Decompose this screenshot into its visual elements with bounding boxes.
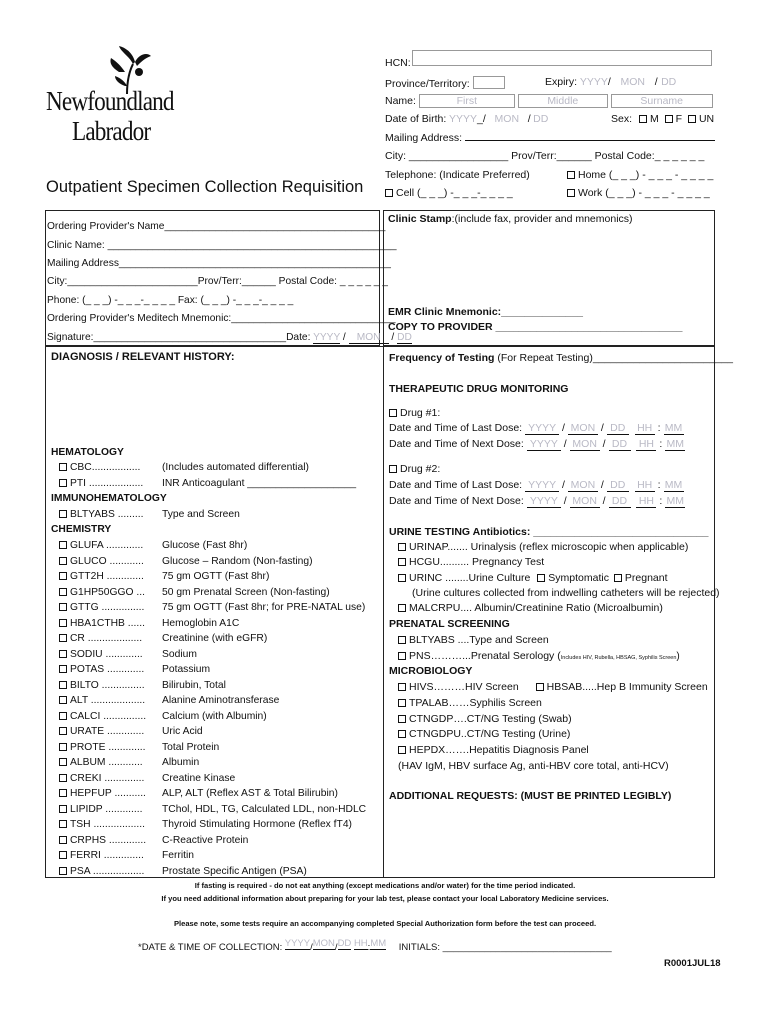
urine-testing-heading[interactable]: URINE TESTING Antibiotics: ______________________________ [389, 526, 709, 538]
hepdx-checkbox[interactable] [398, 746, 406, 754]
dose-mon[interactable]: MON [570, 438, 600, 451]
malcrpu-row[interactable] [398, 602, 663, 614]
next-dose-label: Date and Time of Next Dose: [389, 495, 524, 507]
test-checkbox[interactable] [59, 743, 67, 751]
last-dose-label: Date and Time of Last Dose: [389, 479, 523, 491]
pregnant-checkbox[interactable] [614, 574, 622, 582]
pregnant-label: Pregnant [624, 572, 668, 584]
dose-mm[interactable]: MM [664, 422, 683, 434]
form-title: Outpatient Specimen Collection Requisition [46, 178, 364, 196]
test-desc: Ferritin [162, 850, 195, 861]
microbiology-heading: MICROBIOLOGY [389, 665, 473, 677]
test-checkbox[interactable] [59, 696, 67, 704]
test-row[interactable] [59, 866, 307, 877]
ctngdp-row[interactable] [398, 713, 572, 725]
test-checkbox[interactable] [59, 836, 67, 844]
sex-un-label: UN [698, 113, 715, 125]
hcn-field[interactable] [412, 50, 712, 66]
test-row[interactable] [59, 819, 352, 830]
ctngdpu-label: CTNGDPU..CT/NG Testing (Urine) [409, 728, 571, 740]
test-desc: Creatine Kinase [162, 772, 236, 784]
info-note: If you need additional information about preparing for your lab test, please contact your local Laboratory Medicine services. [161, 894, 609, 903]
test-code: CALCI ............... [70, 710, 147, 722]
test-row-bltyabs[interactable] [59, 509, 240, 520]
test-code: URATE ............. [70, 726, 145, 737]
test-code: PROTE ............. [70, 741, 146, 753]
malcrpu-label: MALCRPU.... Albumin/Creatinine Ratio (Microalbumin) [409, 602, 663, 614]
drug1-checkbox[interactable] [389, 409, 397, 417]
ctngdpu-checkbox[interactable] [398, 730, 406, 738]
sex-m-label: M [649, 113, 659, 125]
test-row[interactable] [59, 788, 338, 799]
signature-date-yyyy[interactable]: YYYY [313, 332, 341, 343]
city-row[interactable]: City: _________________ Prov/Terr:______ Postal Code:_ _ _ _ _ _ [385, 150, 705, 162]
mailing-label: Mailing Address: [385, 132, 463, 144]
mailing-address-row [385, 132, 715, 144]
hcgu-checkbox[interactable] [398, 558, 406, 566]
test-code: GLUCO ............ [70, 555, 144, 567]
test-code: CREKI .............. [70, 772, 145, 784]
collection-hh[interactable]: HH [353, 938, 368, 949]
test-row[interactable] [59, 540, 247, 551]
test-row[interactable] [59, 556, 313, 567]
provider-mailing-line[interactable]: Mailing Address________________________________________________ [47, 258, 391, 269]
expiry-dd[interactable]: DD [661, 76, 677, 88]
hbsab-checkbox[interactable] [536, 683, 544, 691]
test-checkbox[interactable] [59, 867, 67, 875]
test-code: PSA .................. [70, 865, 145, 877]
provider-city-line[interactable]: City:_______________________Prov/Terr:______ Postal Code: _ _ _ _ _ _ [47, 276, 388, 287]
test-row[interactable] [59, 618, 239, 629]
collection-dd[interactable]: DD [337, 938, 352, 949]
test-row[interactable] [59, 726, 203, 737]
hcgu-label: HCGU.......... Pregnancy Test [409, 556, 545, 568]
test-row[interactable] [59, 850, 194, 861]
expiry-yyyy[interactable]: YYYY [579, 76, 608, 88]
surname-field[interactable]: Surname [611, 94, 713, 108]
fasting-note: If fasting is required - do not eat anything (except medications and/or water) for the time period indicated. [194, 881, 576, 890]
test-code: GTT2H ............. [70, 571, 144, 582]
clinic-stamp-heading [388, 213, 633, 225]
cell-phone-checkbox[interactable] [385, 189, 393, 197]
collection-label: *DATE & TIME OF COLLECTION: [138, 942, 283, 953]
copy-to-provider-line[interactable]: COPY TO PROVIDER ________________________________ [388, 321, 683, 333]
collection-yyyy[interactable]: YYYY [284, 938, 311, 949]
test-code: TSH .................. [70, 819, 145, 830]
test-row[interactable] [59, 695, 279, 706]
test-checkbox[interactable] [59, 650, 67, 658]
signature-line[interactable]: Signature:__________________________________Date: [47, 332, 311, 343]
work-phone-row[interactable] [567, 187, 710, 199]
test-desc: 75 gm OGTT (Fast 8hr; for PRE-NATAL use) [162, 602, 366, 613]
dose-mon[interactable]: MON [570, 495, 600, 508]
test-checkbox[interactable] [59, 727, 67, 735]
home-phone-label: Home (_ _ _) - _ _ _ - _ _ _ _ [578, 169, 714, 181]
test-row-pti[interactable] [59, 478, 356, 489]
test-row-cbc[interactable] [59, 462, 309, 473]
sex-row [611, 113, 714, 125]
dose-yyyy[interactable]: YYYY [525, 479, 559, 492]
dob-label: Date of Birth: [385, 113, 447, 125]
test-desc: Prostate Specific Antigen (PSA) [162, 865, 307, 877]
test-desc: Uric Acid [162, 726, 203, 737]
name-label: Name: [385, 95, 416, 107]
dose-hh[interactable]: HH [635, 422, 655, 435]
test-row[interactable] [59, 649, 197, 660]
dose-hh[interactable]: HH [635, 479, 655, 492]
sex-f-label: F [675, 113, 683, 125]
next-dose-label: Date and Time of Next Dose: [389, 438, 524, 450]
ctngdpu-row[interactable] [398, 728, 570, 740]
test-desc: Sodium [162, 648, 197, 660]
dose-yyyy[interactable]: YYYY [525, 422, 559, 435]
urinc-checkbox[interactable] [398, 574, 406, 582]
clinic-stamp-label: Clinic Stamp [388, 213, 452, 225]
clinic-stamp-note: :(include fax, provider and mnemonics) [451, 213, 633, 225]
middle-name-field[interactable]: Middle [518, 94, 608, 108]
dose-mon[interactable]: MON [568, 422, 598, 435]
drug2-next-dose[interactable]: Date and Time of Next Dose: YYYY / MON / DD HH : MM [389, 495, 685, 507]
test-checkbox[interactable] [59, 681, 67, 689]
home-phone-row[interactable] [567, 169, 713, 181]
test-desc: Glucose – Random (Non-fasting) [162, 555, 313, 567]
urine-culture-note: (Urine cultures collected from indwelling catheters will be rejected) [412, 587, 720, 599]
test-code: GTTG ............... [70, 602, 145, 613]
frequency-note: (For Repeat Testing)________________________ [494, 352, 733, 364]
test-code: FERRI .............. [70, 850, 144, 861]
test-row[interactable] [59, 587, 330, 598]
chemistry-heading: CHEMISTRY [51, 524, 112, 535]
test-checkbox[interactable] [59, 758, 67, 766]
urinc-row[interactable] [398, 572, 668, 584]
test-code: ALT ................... [70, 695, 146, 706]
hepdx-row[interactable] [398, 744, 589, 756]
test-row[interactable] [59, 804, 366, 815]
symptomatic-checkbox[interactable] [537, 574, 545, 582]
test-checkbox[interactable] [59, 820, 67, 828]
pns-includes-note: Includes HIV, Rubella, HBSAG, Syphilis Screen [560, 655, 677, 661]
diagnosis-heading: DIAGNOSIS / RELEVANT HISTORY: [51, 351, 235, 363]
test-row[interactable] [59, 602, 365, 613]
expiry-mon[interactable]: MON [620, 76, 646, 88]
pns-label: PNS………...Prenatal Serology ( [409, 650, 561, 662]
test-checkbox[interactable] [59, 619, 67, 627]
tpalab-label: TPALAB……Syphilis Screen [409, 697, 542, 709]
test-row[interactable] [59, 633, 267, 644]
test-checkbox[interactable] [59, 665, 67, 673]
dose-mm[interactable]: MM [666, 495, 685, 507]
urinap-row[interactable] [398, 541, 688, 553]
test-desc: ALP, ALT (Reflex AST & Total Bilirubin) [162, 788, 338, 799]
dose-dd[interactable]: DD [609, 495, 631, 508]
dose-mm[interactable]: MM [664, 479, 683, 491]
test-checkbox[interactable] [59, 603, 67, 611]
immunohematology-heading: IMMUNOHEMATOLOGY [51, 493, 167, 504]
test-desc: Thyroid Stimulating Hormone (Reflex fT4) [162, 819, 352, 830]
hav-line: (HAV IgM, HBV surface Ag, anti-HBV core total, anti-HCV) [398, 760, 669, 772]
hivs-row[interactable] [398, 681, 708, 693]
tests-divider [383, 346, 384, 877]
test-checkbox[interactable] [59, 805, 67, 813]
test-desc: Calcium (with Albumin) [162, 710, 267, 722]
province-field[interactable] [473, 76, 505, 89]
meditech-line[interactable]: Ordering Provider's Meditech Mnemonic:_____________________________ [47, 313, 396, 324]
collection-mon[interactable]: MON [312, 938, 335, 949]
test-checkbox[interactable] [59, 572, 67, 580]
urinap-checkbox[interactable] [398, 543, 406, 551]
frequency-row[interactable] [389, 352, 733, 364]
form-code: R0001JUL18 [664, 958, 721, 969]
test-checkbox[interactable] [59, 789, 67, 797]
signature-row: Signature:__________________________________Date: YYYY / MON / DD [47, 332, 412, 343]
test-desc: C-Reactive Protein [162, 834, 249, 846]
test-checkbox[interactable] [59, 588, 67, 596]
dose-dd[interactable]: DD [609, 438, 631, 451]
dose-mm[interactable]: MM [666, 438, 685, 450]
hivs-checkbox[interactable] [398, 683, 406, 691]
pti-checkbox[interactable] [59, 479, 67, 487]
dose-hh[interactable]: HH [636, 495, 656, 508]
dob-dd[interactable]: DD [533, 113, 549, 125]
test-code: ALBUM ............ [70, 757, 143, 768]
tpalab-row[interactable] [398, 697, 542, 709]
sex-label: Sex: [611, 113, 633, 125]
test-desc: Glucose (Fast 8hr) [162, 540, 248, 551]
test-code: CRPHS ............. [70, 834, 147, 846]
cell-phone-row[interactable] [385, 187, 513, 199]
dose-yyyy[interactable]: YYYY [527, 495, 561, 508]
test-desc: Alanine Aminotransferase [162, 695, 280, 706]
test-row[interactable] [59, 664, 210, 675]
provider-phone-line[interactable]: Phone: (_ _ _) -_ _ _-_ _ _ _ Fax: (_ _ _) -_ _ _-_ _ _ _ [47, 295, 294, 306]
hivs-label: HIVS………HIV Screen [409, 681, 519, 693]
dose-mon[interactable]: MON [568, 479, 598, 492]
logo-text-labrador: Labrador [72, 116, 151, 146]
hcn-label: HCN: [385, 57, 411, 69]
dose-dd[interactable]: DD [607, 422, 629, 435]
logo-text-newfoundland: Newfoundland [46, 86, 174, 116]
urinap-label: URINAP....... Urinalysis (reflex microscopic when applicable) [409, 541, 689, 553]
dose-yyyy[interactable]: YYYY [527, 438, 561, 451]
symptomatic-label: Symptomatic [548, 572, 609, 584]
dose-hh[interactable]: HH [636, 438, 656, 451]
emr-mnemonic-line[interactable]: EMR Clinic Mnemonic:______________ [388, 306, 583, 318]
pns-checkbox[interactable] [398, 652, 406, 660]
test-checkbox[interactable] [59, 712, 67, 720]
drug2-row[interactable] [389, 463, 440, 475]
province-row [385, 76, 505, 90]
test-desc: Hemoglobin A1C [162, 617, 240, 629]
logo [44, 42, 194, 152]
test-code: BLTYABS ......... [70, 509, 144, 520]
test-code: PTI ................... [70, 478, 144, 489]
dose-dd[interactable]: DD [607, 479, 629, 492]
cell-phone-label: Cell (_ _ _) -_ _ _-_ _ _ _ [396, 187, 513, 199]
test-code: HBA1CTHB ...... [70, 617, 145, 629]
drug1-label: Drug #1: [400, 407, 441, 419]
name-row [385, 94, 713, 108]
mailing-field[interactable] [465, 140, 715, 141]
pns-row[interactable]: PNS………...Prenatal Serology (Includes HIV, Rubella, HBSAG, Syphilis Screen) [398, 650, 680, 662]
signature-date-dd[interactable]: DD [397, 332, 412, 343]
collection-mm[interactable]: MM [370, 938, 387, 949]
province-label: Province/Territory: [385, 78, 470, 90]
signature-date-mon[interactable]: MON [349, 332, 389, 344]
test-desc: Albumin [162, 757, 200, 768]
test-row[interactable] [59, 711, 267, 722]
hbsab-label: HBSAB.....Hep B Immunity Screen [546, 681, 708, 693]
urinc-label: URINC ........Urine Culture [409, 572, 531, 584]
test-desc: (Includes automated differential) [162, 462, 309, 473]
test-checkbox[interactable] [59, 634, 67, 642]
test-code: GLUFA ............. [70, 540, 144, 551]
provider-name-line[interactable]: Ordering Provider's Name_______________________________________ [47, 221, 386, 232]
dob-mon[interactable]: MON [494, 113, 520, 125]
work-phone-checkbox[interactable] [567, 189, 575, 197]
test-code: BILTO ............... [70, 679, 145, 691]
test-code: G1HP50GGO ... [70, 586, 145, 598]
sex-m-checkbox[interactable] [639, 115, 647, 123]
tpalab-checkbox[interactable] [398, 699, 406, 707]
additional-requests-heading: ADDITIONAL REQUESTS: (MUST BE PRINTED LEGIBLY) [389, 790, 672, 802]
test-code: LIPIDP ............. [70, 803, 143, 815]
test-code: POTAS ............. [70, 664, 145, 675]
test-code: HEPFUP ........... [70, 788, 146, 799]
expiry-row: Expiry: YYYY/ MON / DD [545, 76, 680, 88]
prenatal-bltyabs-row[interactable] [398, 634, 549, 646]
frequency-label: Frequency of Testing [389, 352, 495, 364]
test-row[interactable] [59, 757, 199, 768]
test-desc: Type and Screen [162, 509, 240, 520]
test-row[interactable] [59, 835, 248, 846]
ctngdp-label: CTNGDP….CT/NG Testing (Swab) [409, 713, 572, 725]
prenatal-bltyabs-checkbox[interactable] [398, 636, 406, 644]
test-checkbox[interactable] [59, 557, 67, 565]
test-row[interactable] [59, 571, 269, 582]
ctngdp-checkbox[interactable] [398, 715, 406, 723]
hematology-heading: HEMATOLOGY [51, 447, 124, 458]
first-name-field[interactable]: First [419, 94, 515, 108]
drug1-row[interactable] [389, 407, 440, 419]
home-phone-checkbox[interactable] [567, 171, 575, 179]
test-code: CR ................... [70, 633, 143, 644]
test-checkbox[interactable] [59, 851, 67, 859]
drug1-last-dose[interactable]: Date and Time of Last Dose: YYYY / MON / DD HH : MM [389, 422, 683, 434]
dob-row: Date of Birth: YYYY_/ MON / DD [385, 113, 551, 125]
hepdx-label: HEPDX…….Hepatitis Diagnosis Panel [409, 744, 589, 756]
test-desc: Creatinine (with eGFR) [162, 633, 268, 644]
test-desc: INR Anticoagulant ___________________ [162, 478, 357, 489]
test-checkbox[interactable] [59, 541, 67, 549]
tdm-heading: THERAPEUTIC DRUG MONITORING [389, 383, 569, 395]
test-desc: 75 gm OGTT (Fast 8hr) [162, 571, 270, 582]
expiry-label: Expiry: [545, 76, 578, 88]
drug2-last-dose[interactable]: Date and Time of Last Dose: YYYY / MON / DD HH : MM [389, 479, 683, 491]
test-desc: Total Protein [162, 741, 220, 753]
test-row[interactable] [59, 742, 219, 753]
test-desc: Potassium [162, 664, 211, 675]
drug1-next-dose[interactable]: Date and Time of Next Dose: YYYY / MON / DD HH : MM [389, 438, 685, 450]
sex-un-checkbox[interactable] [688, 115, 696, 123]
drug2-label: Drug #2: [400, 463, 441, 475]
prenatal-bltyabs-label: BLTYABS ....Type and Screen [409, 634, 549, 646]
test-code: CBC................. [70, 462, 141, 473]
bltyabs-checkbox[interactable] [59, 510, 67, 518]
test-code: SODIU ............. [70, 648, 143, 660]
hcgu-row[interactable] [398, 556, 544, 568]
special-authorization-note: Please note, some tests require an accompanying completed Special Authorization form before the test can proceed. [173, 919, 597, 928]
test-row[interactable] [59, 680, 226, 691]
prenatal-heading: PRENATAL SCREENING [389, 618, 510, 630]
test-desc: 50 gm Prenatal Screen (Non-fasting) [162, 586, 330, 598]
initials-field[interactable]: INITIALS: ________________________________ [398, 942, 612, 953]
test-checkbox[interactable] [59, 774, 67, 782]
work-phone-label: Work (_ _ _) - _ _ _ - _ _ _ _ [578, 187, 710, 199]
test-desc: TChol, HDL, TG, Calculated LDL, non-HDLC [162, 803, 367, 815]
test-desc: Bilirubin, Total [162, 679, 226, 691]
cbc-checkbox[interactable] [59, 463, 67, 471]
malcrpu-checkbox[interactable] [398, 604, 406, 612]
dob-yyyy[interactable]: YYYY [449, 113, 478, 125]
telephone-label: Telephone: (Indicate Preferred) [385, 169, 530, 181]
last-dose-label: Date and Time of Last Dose: [389, 422, 523, 434]
drug2-checkbox[interactable] [389, 465, 397, 473]
clinic-name-line[interactable]: Clinic Name: ___________________________________________________ [47, 240, 397, 251]
test-row[interactable] [59, 773, 235, 784]
collection-row: *DATE & TIME OF COLLECTION: YYYY/MON/DD HH:MM INITIALS: ________________________________ [138, 938, 612, 953]
sex-f-checkbox[interactable] [665, 115, 673, 123]
